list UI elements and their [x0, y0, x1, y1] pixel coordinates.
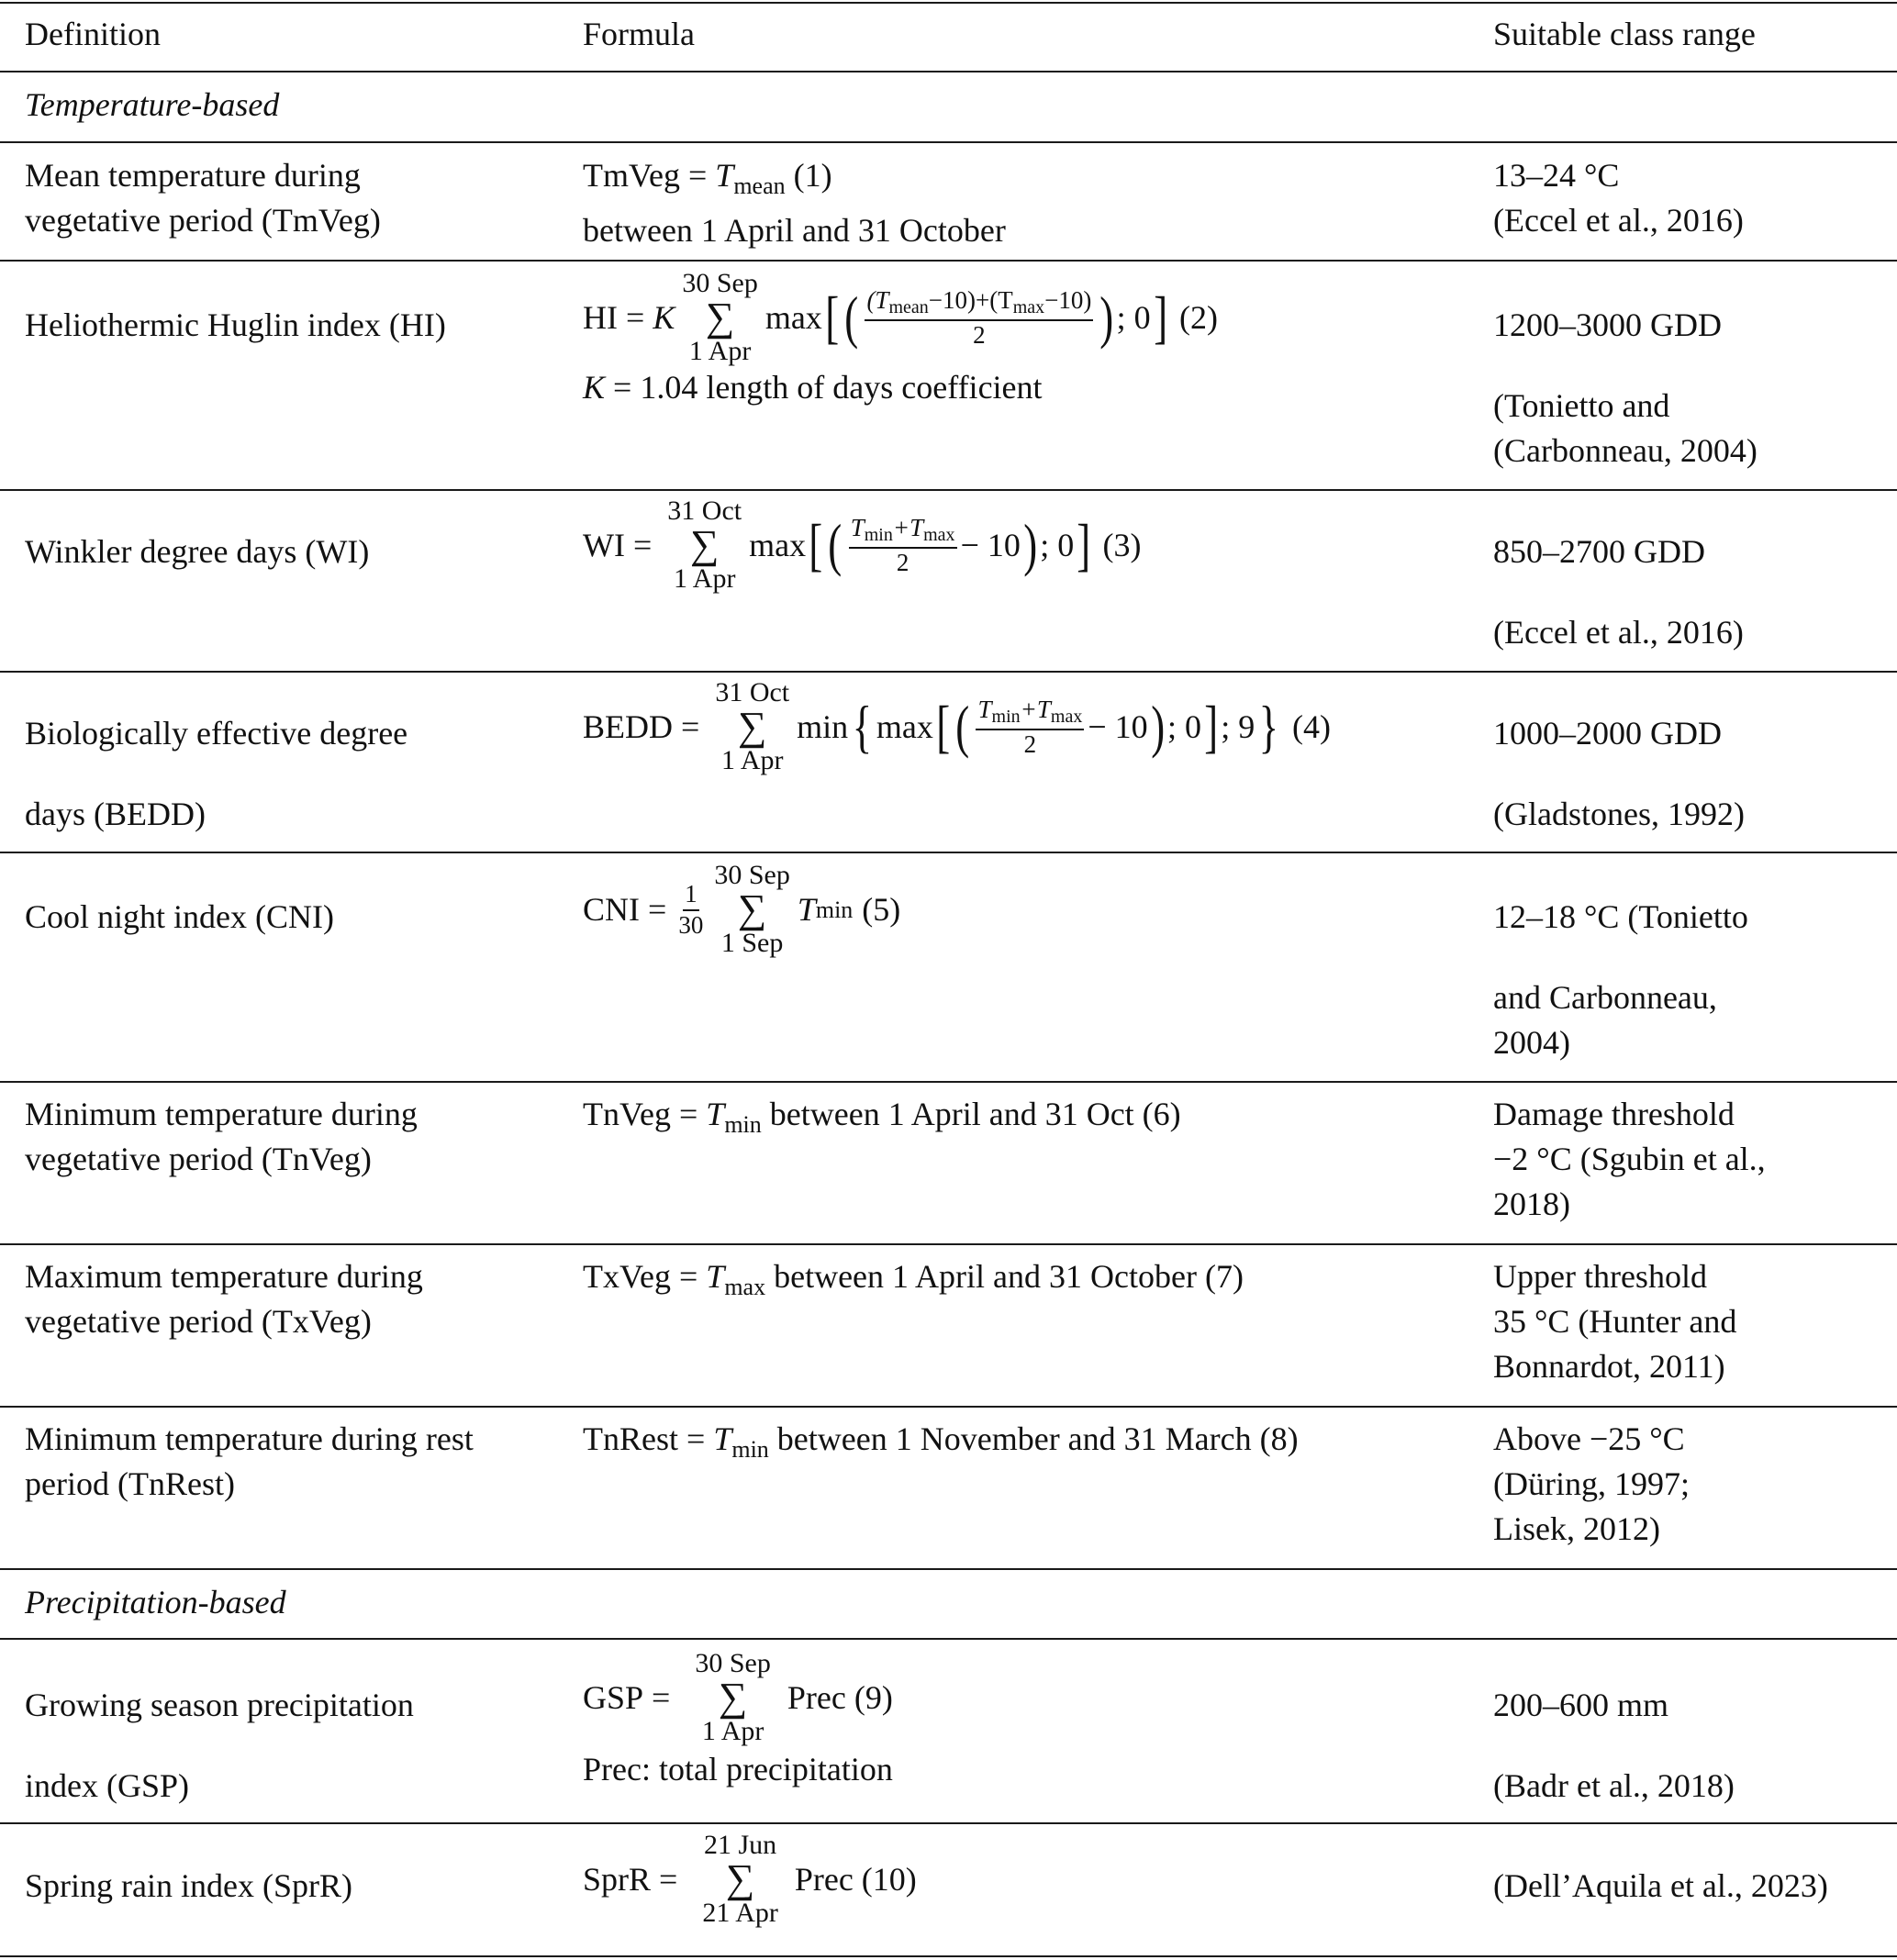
formula-tail: ; 0: [1040, 526, 1075, 563]
definition-cell: [25, 153, 381, 243]
row-rule: [0, 671, 1897, 673]
range-cell: [1493, 1864, 1828, 1909]
formula-equation: WI = 31 Oct ∑ 1 Apr max [ ( $\frac{Tmin+Tmax}{2}$ − 10 ) ; 0 ] (3): [583, 496, 1142, 594]
formula-var: T: [713, 1420, 732, 1457]
definition-cell: [25, 1417, 474, 1507]
definition-cell: [25, 1864, 352, 1909]
range-line: (Tonietto and: [1493, 387, 1670, 424]
formula-var-sub: min: [731, 1436, 769, 1463]
fraction: [849, 513, 957, 576]
equation-number: (5): [862, 890, 901, 928]
sum-lower-limit: 1 Apr: [673, 563, 736, 594]
range-line: 13–24 °C: [1493, 157, 1620, 194]
sum-upper-limit: 21 Jun: [704, 1830, 777, 1860]
range-line: 200–600 mm: [1493, 1687, 1669, 1723]
sigma-symbol: ∑: [690, 522, 720, 567]
formula-lhs: TmVeg: [583, 157, 680, 194]
definition-line: vegetative period (TnVeg): [25, 1141, 372, 1177]
sigma-symbol: ∑: [737, 886, 767, 931]
section-rule: [0, 1638, 1897, 1640]
brace-open: {: [852, 694, 873, 759]
paren-open: (: [955, 694, 970, 759]
formula-cell: TxVeg = $T_{max}$ between 1 April and 31 October (7): [583, 1258, 1244, 1300]
sum-lower-limit: 1 Apr: [688, 336, 752, 366]
section-title-temperature: Temperature-based: [25, 86, 280, 123]
summation: [695, 1648, 771, 1747]
formula-minus: − 10: [1088, 707, 1148, 745]
definition-line: Minimum temperature during rest: [25, 1420, 474, 1457]
sum-lower-limit: 1 Apr: [701, 1716, 764, 1746]
range-cell: [1493, 1254, 1736, 1389]
formula-var: T: [706, 1258, 725, 1295]
formula-cell: TnVeg = $T_{min}$ between 1 April and 31 Oct (6): [583, 1096, 1181, 1138]
brace-close: }: [1258, 694, 1279, 759]
table-top-rule: [0, 2, 1897, 4]
paren-open: (: [844, 284, 859, 350]
range-line: 2018): [1493, 1186, 1570, 1222]
formula-cell: [583, 1648, 893, 1792]
range-line: 1200–3000 GDD: [1493, 306, 1722, 343]
fraction: [976, 697, 1084, 757]
formula-var: T: [797, 890, 816, 928]
range-cell: [1493, 1092, 1766, 1227]
sum-lower-limit: 1 Sep: [720, 928, 784, 958]
sum-lower-limit: 21 Apr: [702, 1898, 778, 1928]
fraction-denominator: 2: [973, 320, 986, 349]
formula-body: Prec (9): [787, 1678, 893, 1716]
range-line: 12–18 °C (Tonietto: [1493, 898, 1748, 935]
sigma-symbol: ∑: [725, 1856, 755, 1901]
header-bottom-rule: [0, 71, 1897, 72]
formula-var-sub: max: [724, 1274, 766, 1300]
formula-var: T: [706, 1096, 725, 1132]
range-line: (Eccel et al., 2016): [1493, 202, 1744, 239]
formula-func: max: [749, 526, 807, 563]
formula-rest: between 1 April and 31 Oct (6): [769, 1096, 1181, 1132]
range-line: (Gladstones, 1992): [1493, 796, 1745, 832]
definition-line: Winkler degree days (WI): [25, 533, 370, 570]
section-title-precipitation: Precipitation-based: [25, 1584, 286, 1620]
range-line: (Badr et al., 2018): [1493, 1767, 1735, 1804]
range-cell: [1493, 1417, 1690, 1552]
formula-equation: HI = K 30 Sep ∑ 1 Apr max [ ( $\frac{\text{(Tmean−10)+(Tmax−10)}}{2}$ ) ; 0 ] (2): [583, 268, 1218, 366]
definition-cell: [25, 1092, 418, 1182]
bracket-open: [: [936, 694, 950, 759]
formula-minus: − 10: [960, 526, 1021, 563]
formula-tail: ; 0: [1116, 298, 1151, 336]
definition-cell: [25, 895, 334, 940]
definition-line: period (TnRest): [25, 1465, 235, 1502]
formula-note: between 1 April and 31 October: [583, 212, 1006, 249]
formula-func: max: [764, 298, 822, 336]
formula-cell: [583, 677, 1331, 776]
formula-cell: TnRest = $T_{min}$ between 1 November and 31 March (8): [583, 1420, 1299, 1463]
sum-upper-limit: 30 Sep: [714, 860, 790, 890]
definition-line: Mean temperature during: [25, 157, 361, 194]
table-bottom-rule: [0, 1955, 1897, 1957]
range-line: (Eccel et al., 2016): [1493, 614, 1744, 651]
fraction-numerator: 1: [683, 882, 699, 911]
fraction: [678, 879, 704, 939]
formula-equation: GSP = 30 Sep ∑ 1 Apr Prec (9): [583, 1648, 893, 1746]
bracket-open: [: [825, 284, 839, 350]
summation: [715, 677, 789, 776]
definition-line: Minimum temperature during: [25, 1096, 418, 1132]
formula-var: T: [715, 157, 734, 194]
formula-lhs: CNI: [583, 890, 640, 928]
formula-body: Prec (10): [794, 1860, 917, 1898]
bracket-close: ]: [1204, 694, 1219, 759]
definition-line: Spring rain index (SprR): [25, 1867, 352, 1904]
equation-number: (3): [1102, 526, 1142, 563]
summation: [702, 1830, 778, 1929]
range-cell: [1493, 1683, 1735, 1809]
definition-line: vegetative period (TmVeg): [25, 202, 381, 239]
range-line: 35 °C (Hunter and: [1493, 1303, 1737, 1340]
range-cell: [1493, 895, 1748, 1065]
formula-cell: [583, 860, 900, 959]
formula-tail: ; 0: [1166, 707, 1201, 745]
formula-outer-tail: ; 9: [1221, 707, 1255, 745]
formula-lhs: HI: [583, 298, 618, 336]
sum-upper-limit: 30 Sep: [695, 1648, 771, 1678]
formula-var-sub: min: [815, 896, 854, 923]
range-cell: [1493, 153, 1744, 243]
row-rule: [0, 489, 1897, 491]
definition-cell: [25, 1683, 414, 1809]
bracket-open: [: [809, 512, 823, 577]
paren-close: ): [1150, 694, 1165, 759]
row-rule: [0, 1568, 1897, 1570]
row-rule: [0, 852, 1897, 853]
section-rule: [0, 141, 1897, 143]
header-definition: Definition: [25, 16, 161, 52]
formula-coef: K: [653, 298, 675, 336]
formula-equation: SprR = 21 Jun ∑ 21 Apr Prec (10): [583, 1830, 917, 1928]
formula-cell: [583, 268, 1218, 410]
range-line: (Düring, 1997;: [1493, 1465, 1690, 1502]
range-line: (Dell’Aquila et al., 2023): [1493, 1867, 1828, 1904]
formula-line: TmVeg = $T_{mean}$ (1): [583, 157, 832, 199]
row-rule: [0, 1406, 1897, 1408]
range-line: 1000–2000 GDD: [1493, 715, 1722, 752]
definition-cell: [25, 529, 369, 574]
definition-line: index (GSP): [25, 1767, 189, 1804]
sigma-symbol: ∑: [718, 1675, 748, 1720]
fraction-denominator: 30: [678, 910, 704, 939]
definition-line: Growing season precipitation: [25, 1687, 414, 1723]
definition-cell: [25, 303, 446, 348]
formula-lhs: TnVeg: [583, 1096, 671, 1132]
definition-line: Cool night index (CNI): [25, 898, 334, 935]
range-cell: [1493, 529, 1744, 655]
fraction-denominator: 2: [896, 548, 909, 576]
formula-cell: [583, 153, 1006, 253]
formula-lhs: TxVeg: [583, 1258, 671, 1295]
sigma-symbol: ∑: [738, 704, 767, 749]
range-line: Above −25 °C: [1493, 1420, 1685, 1457]
formula-rest: between 1 April and 31 October (7): [774, 1258, 1244, 1295]
range-line: Upper threshold: [1493, 1258, 1707, 1295]
definition-line: Heliothermic Huglin index (HI): [25, 306, 446, 343]
summation: [682, 268, 758, 367]
formula-lhs: TnRest: [583, 1420, 678, 1457]
formula-cell: [583, 1830, 917, 1929]
row-rule: [0, 260, 1897, 262]
equation-number: (1): [793, 157, 832, 194]
definition-line: days (BEDD): [25, 796, 206, 832]
summation: [667, 496, 742, 595]
equation-number: (2): [1179, 298, 1218, 336]
definition-line: Biologically effective degree: [25, 715, 408, 752]
fraction-numerator: (Tmean−10)+(Tmax−10): [865, 288, 1093, 321]
equation-number: (4): [1292, 707, 1331, 745]
fraction-denominator: 2: [1023, 729, 1037, 758]
definition-cell: [25, 711, 407, 837]
formula-lhs: SprR: [583, 1860, 652, 1898]
formula-lhs: GSP: [583, 1678, 644, 1716]
row-rule: [0, 1243, 1897, 1245]
sum-lower-limit: 1 Apr: [720, 745, 784, 775]
header-range: Suitable class range: [1493, 16, 1756, 52]
bracket-close: ]: [1077, 512, 1091, 577]
formula-outer-func: min: [797, 707, 849, 745]
fraction: [865, 285, 1093, 349]
definition-line: Maximum temperature during: [25, 1258, 423, 1295]
formula-note: Prec: total precipitation: [583, 1751, 893, 1787]
bracket-close: ]: [1153, 284, 1167, 350]
sigma-symbol: ∑: [705, 295, 735, 340]
formula-var-sub: min: [724, 1111, 762, 1138]
range-line: Lisek, 2012): [1493, 1510, 1660, 1547]
paren-open: (: [828, 512, 842, 577]
sum-upper-limit: 31 Oct: [715, 677, 790, 707]
formula-var-sub: mean: [733, 173, 786, 199]
formula-func: max: [876, 707, 933, 745]
summation: [714, 860, 790, 959]
range-line: Damage threshold: [1493, 1096, 1735, 1132]
formula-equation: BEDD = 31 Oct ∑ 1 Apr min { max [ ( $\frac{Tmin+Tmax}{2}$ − 10 ) ; 0 ] ; 9 } (4): [583, 677, 1331, 775]
range-line: and Carbonneau,: [1493, 979, 1717, 1016]
range-line: −2 °C (Sgubin et al.,: [1493, 1141, 1766, 1177]
row-rule: [0, 1822, 1897, 1824]
formula-lhs: WI: [583, 526, 625, 563]
fraction-numerator: Tmin+Tmax: [976, 697, 1084, 730]
definition-cell: [25, 1254, 423, 1344]
range-line: 850–2700 GDD: [1493, 533, 1705, 570]
range-cell: [1493, 303, 1758, 473]
range-line: 2004): [1493, 1024, 1570, 1061]
sum-upper-limit: 31 Oct: [667, 496, 742, 526]
header-formula: Formula: [583, 16, 695, 52]
range-line: Bonnardot, 2011): [1493, 1348, 1725, 1385]
formula-note: K = 1.04 length of days coefficient: [583, 369, 1043, 406]
fraction-numerator: Tmin+Tmax: [849, 516, 957, 549]
paren-close: ): [1023, 512, 1037, 577]
range-line: (Carbonneau, 2004): [1493, 432, 1758, 469]
formula-equation: CNI = $\frac{1}{30}$ 30 Sep ∑ 1 Sep T min (5): [583, 860, 901, 958]
formula-cell: [583, 496, 1142, 595]
range-cell: [1493, 711, 1745, 837]
sum-upper-limit: 30 Sep: [682, 268, 758, 298]
row-rule: [0, 1081, 1897, 1083]
formula-rest: between 1 November and 31 March (8): [776, 1420, 1299, 1457]
definition-line: vegetative period (TxVeg): [25, 1303, 372, 1340]
formula-lhs: BEDD: [583, 707, 673, 745]
paren-close: ): [1099, 284, 1114, 350]
